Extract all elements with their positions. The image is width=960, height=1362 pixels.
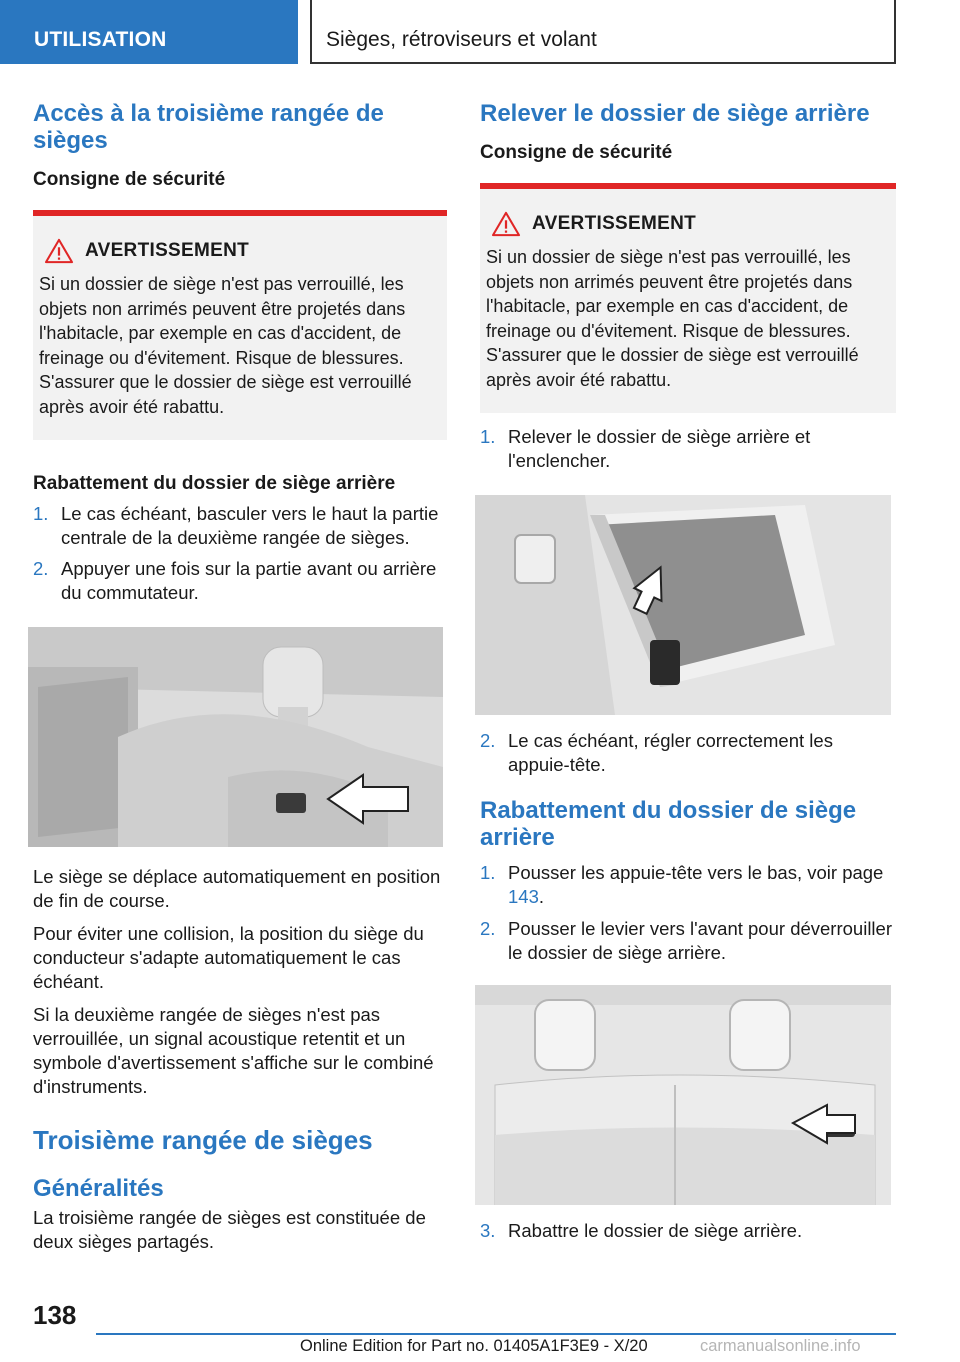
list-item [480, 1219, 896, 1243]
paragraph-endpoint: Le siège se déplace automatiquement en position de fin de course. [33, 866, 441, 911]
footer-edition [300, 1337, 861, 1356]
step-text [508, 861, 896, 909]
watermark-text: carmanualsonline.info [700, 1337, 861, 1355]
paragraph-general: La troisième rangée de sièges est constituée de deux sièges partagés. [33, 1207, 426, 1252]
step-text: Le cas échéant, basculer vers le haut la partie centrale de la deuxième rangée de sièges. [61, 503, 439, 548]
page-number: 138 [33, 1300, 77, 1330]
warning-box [33, 210, 447, 440]
step-text-part: Pousser les appuie-tête vers le bas, voir page [508, 862, 884, 883]
section-label: UTILISATION [34, 28, 167, 51]
step-text: Appuyer une fois sur la partie avant ou arrière du commutateur. [61, 558, 437, 603]
safety-heading: Consigne de sécurité [33, 169, 226, 190]
step-text: Relever le dossier de siège arrière et l'enclencher. [508, 426, 811, 471]
list-item [33, 502, 447, 550]
seat-switch-illustration [28, 627, 443, 847]
list-item [480, 861, 896, 909]
step-list [480, 729, 896, 777]
section-tab [0, 0, 298, 64]
step-list [480, 861, 896, 965]
step-number: 2. [480, 730, 496, 751]
headrest-illustration [475, 985, 891, 1205]
warning-header [486, 211, 882, 237]
step-list [480, 1219, 896, 1243]
step-number: 3. [480, 1220, 496, 1241]
chapter-header [310, 0, 896, 64]
warning-header [39, 238, 433, 264]
heading-third-row: Troisième rangée de sièges [33, 1125, 373, 1155]
left-column [33, 100, 447, 1254]
step-text-part: . [538, 886, 545, 907]
step-list [33, 502, 447, 605]
step-number: 1. [480, 426, 496, 447]
list-item [33, 557, 447, 605]
step-text: Le cas échéant, régler correctement les appuie-tête. [508, 730, 833, 775]
fold-heading: Rabattement du dossier de siège arrière [33, 473, 396, 494]
page-reference-link[interactable]: 143 [508, 886, 539, 907]
paragraph-signal: Si la deuxième rangée de sièges n'est pas verrouillée, un signal acoustique retentit et un symbole d'avertissement s'affiche sur le combiné d'instruments. [33, 1004, 434, 1097]
warning-triangle-icon [490, 211, 522, 237]
headrest-photo [475, 985, 891, 1205]
list-item [480, 425, 896, 473]
step-list [480, 425, 896, 473]
heading-raise-backrest: Relever le dossier de siège arrière [480, 100, 870, 127]
warning-title: AVERTISSEMENT [85, 240, 250, 261]
list-item [480, 729, 896, 777]
step-number: 1. [33, 503, 49, 524]
heading-fold-backrest: Rabattement du dossier de siège arrière [480, 797, 857, 851]
list-item [480, 917, 896, 965]
backrest-raise-photo [475, 495, 891, 715]
footer-divider [96, 1333, 896, 1335]
warning-text: Si un dossier de siège n'est pas verrouillé, les objets non arrimés peuvent être projetés dans l'habitacle, par exemple en cas d'accident, de freinage ou d'évitement. Risque de blessures. S'assurer que le dossier de siège est verrouillé après avoir été rabattu. [39, 274, 412, 417]
step-text: Pousser le levier vers l'avant pour déverrouiller le dossier de siège arrière. [508, 918, 892, 963]
step-number: 2. [33, 558, 49, 579]
step-number: 2. [480, 918, 496, 939]
safety-heading: Consigne de sécurité [480, 142, 673, 163]
chapter-title: Sièges, rétroviseurs et volant [326, 28, 597, 51]
heading-third-row-access: Accès à la troisième rangée de sièges [33, 100, 384, 154]
heading-general: Généralités [33, 1175, 164, 1202]
paragraph-collision: Pour éviter une collision, la position du siège du conducteur s'adapte automatiquement le cas échéant. [33, 923, 424, 992]
backrest-raise-illustration [475, 495, 891, 715]
edition-text: Online Edition for Part no. 01405A1F3E9 - X/20 [300, 1337, 648, 1355]
right-column [480, 100, 896, 1243]
warning-box [480, 183, 896, 413]
step-text: Rabattre le dossier de siège arrière. [508, 1220, 803, 1241]
warning-triangle-icon [43, 238, 75, 264]
step-number: 1. [480, 862, 496, 883]
warning-title: AVERTISSEMENT [532, 213, 697, 234]
seat-switch-photo [28, 627, 443, 847]
warning-text: Si un dossier de siège n'est pas verrouillé, les objets non arrimés peuvent être projetés dans l'habitacle, par exemple en cas d'accident, de freinage ou d'évitement. Risque de blessures. S'assurer que le dossier de siège est verrouillé après avoir été rabattu. [486, 247, 859, 390]
